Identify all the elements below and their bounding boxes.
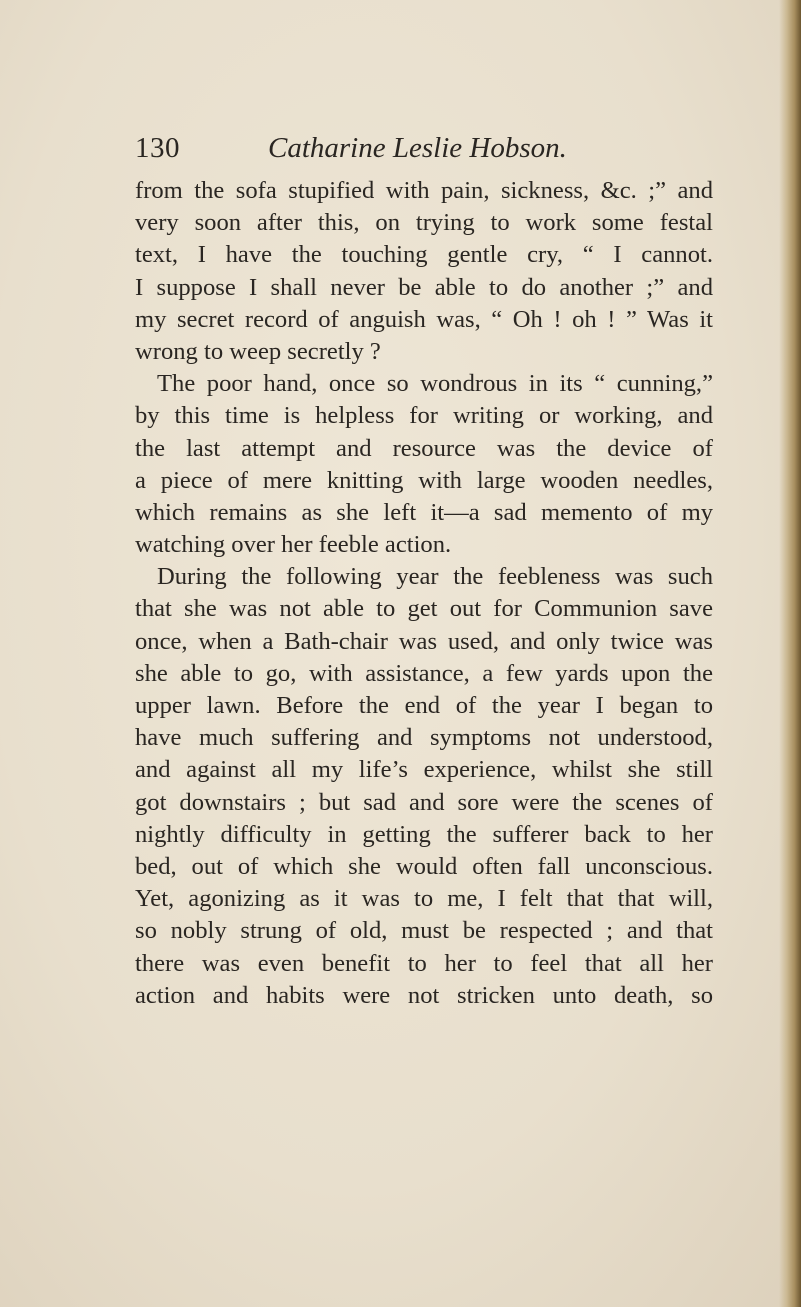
text-line: have much suffering and symptoms not understood, — [135, 724, 713, 752]
text-line: and against all my life’s experience, whilst she still — [135, 756, 713, 784]
text-line: nightly difficulty in getting the sufferer back to her — [135, 820, 713, 848]
text-line: wrong to weep secretly ? — [135, 337, 381, 365]
page-header — [135, 128, 695, 168]
text-line: During the following year the feebleness was such — [157, 563, 713, 591]
text-line: there was even benefit to her to feel that all her — [135, 949, 713, 977]
text-line: The poor hand, once so wondrous in its “ cunning,” — [157, 370, 713, 398]
text-line: very soon after this, on trying to work some festal — [135, 209, 713, 237]
text-line: she able to go, with assistance, a few yards upon the — [135, 659, 713, 687]
text-line: text, I have the touching gentle cry, “ I cannot. — [135, 241, 713, 269]
text-line: got downstairs ; but sad and sore were the scenes of — [135, 788, 713, 816]
text-line: the last attempt and resource was the device of — [135, 434, 713, 462]
running-title: Catharine Leslie Hobson. — [268, 132, 567, 164]
text-line: once, when a Bath-chair was used, and only twice was — [135, 627, 713, 655]
text-line: that she was not able to get out for Communion save — [135, 595, 713, 623]
page-number: 130 — [135, 132, 180, 164]
text-line: so nobly strung of old, must be respected ; and that — [135, 917, 713, 945]
text-line: upper lawn. Before the end of the year I began to — [135, 692, 713, 719]
text-line: action and habits were not stricken unto death, so — [135, 981, 713, 1009]
text-line: Yet, agonizing as it was to me, I felt that that will, — [135, 885, 713, 913]
text-line: bed, out of which she would often fall unconscious. — [135, 852, 713, 880]
page-edge-shadow — [779, 0, 801, 1307]
text-line: which remains as she left it—a sad memento of my — [135, 498, 713, 526]
text-line: my secret record of anguish was, “ Oh ! oh ! ” Was it — [135, 305, 713, 333]
body-text — [135, 175, 713, 1012]
text-line: watching over her feeble action. — [135, 531, 452, 559]
text-line: a piece of mere knitting with large wooden needles, — [135, 466, 713, 494]
text-line: I suppose I shall never be able to do another ;” and — [135, 273, 713, 301]
text-line: by this time is helpless for writing or working, and — [135, 402, 713, 430]
text-line: from the sofa stupified with pain, sickness, &c. ;” and — [135, 177, 713, 204]
